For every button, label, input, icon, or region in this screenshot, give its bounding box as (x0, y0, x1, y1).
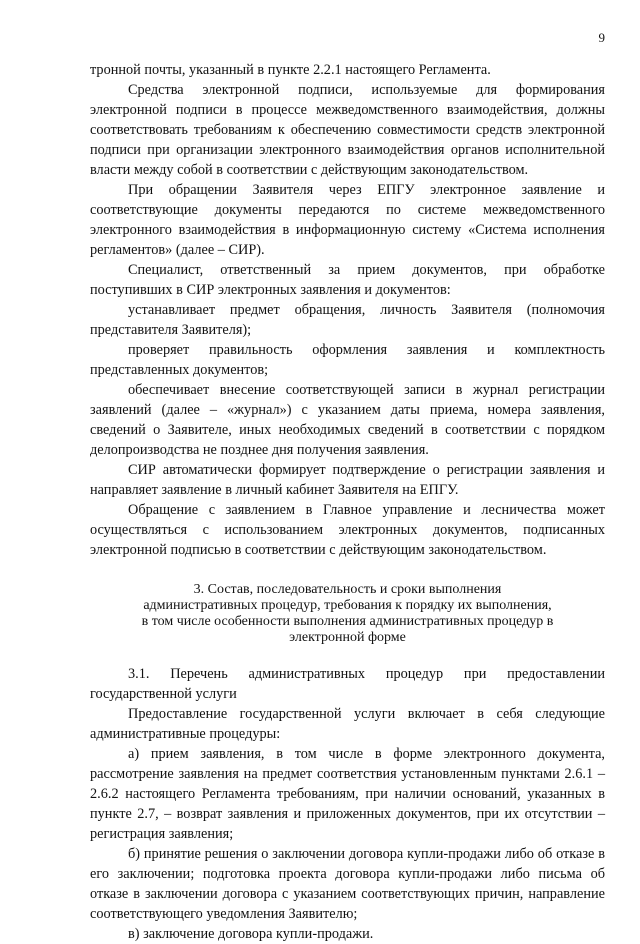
top-paragraphs (90, 60, 605, 560)
paragraph: тронной почты, указанный в пункте 2.2.1 настоящего Регламента. (90, 62, 491, 78)
paragraph: При обращении Заявителя через ЕПГУ электронное заявление и соответствующие документы передаются по системе межведомственного электронного взаимодействия в информационную систему «Система исполнения регламентов» (далее – СИР). (90, 182, 605, 258)
paragraph: а) прием заявления, в том числе в форме электронного документа, рассмотрение заявления на предмет соответствия установленным пунктами 2.6.1 – 2.6.2 настоящего Регламента требованиям, при наличии оснований, указанных в пункте 2.7, – возврат заявления и приложенных документов, при их отсутствии – регистрация заявления; (90, 746, 605, 842)
document-body (90, 60, 605, 944)
paragraph: проверяет правильность оформления заявления и комплектность представленных документов; (90, 342, 605, 378)
paragraph: б) принятие решения о заключении договора купли-продажи либо об отказе в его заключении; подготовка проекта договора купли-продажи либо письма об отказе в заключении договора с указанием соответствующих причин, направление соответствующего уведомления Заявителю; (90, 846, 605, 922)
paragraph: Предоставление государственной услуги включает в себя следующие административные процедуры: (90, 706, 605, 742)
bottom-paragraphs (90, 664, 605, 944)
paragraph: обеспечивает внесение соответствующей записи в журнал регистрации заявлений (далее – «журнал») с указанием даты приема, номера заявления, сведений о Заявителе, иных необходимых сведений в соответствии с порядком делопроизводства не позднее дня получения заявления. (90, 382, 605, 458)
paragraph: 3.1. Перечень административных процедур при предоставлении государственной услуги (90, 666, 605, 702)
paragraph: устанавливает предмет обращения, личность Заявителя (полномочия представителя Заявителя); (90, 302, 605, 338)
paragraph: в) заключение договора купли-продажи. (128, 926, 374, 942)
section-heading: 3. Состав, последовательность и сроки выполнения административных процедур, требования к порядку их выполнения, в том числе особенности выполнения административных процедур в электронной форме (141, 582, 554, 645)
paragraph: Обращение с заявлением в Главное управление и лесничества может осуществляться с использованием электронных документов, подписанных электронной подписью в соответствии с действующим законодательством. (90, 502, 605, 558)
paragraph: Специалист, ответственный за прием документов, при обработке поступивших в СИР электронных заявления и документов: (90, 262, 605, 298)
paragraph: СИР автоматически формирует подтверждение о регистрации заявления и направляет заявление в личный кабинет Заявителя на ЕПГУ. (90, 462, 605, 498)
page-number: 9 (598, 30, 605, 45)
paragraph: Средства электронной подписи, используемые для формирования электронной подписи в процессе межведомственного взаимодействия, должны соответствовать требованиям к обеспечению совместимости средств электронной подписи при организации электронного взаимодействия органов исполнительной власти между собой в соответствии с действующим законодательством. (90, 82, 605, 178)
